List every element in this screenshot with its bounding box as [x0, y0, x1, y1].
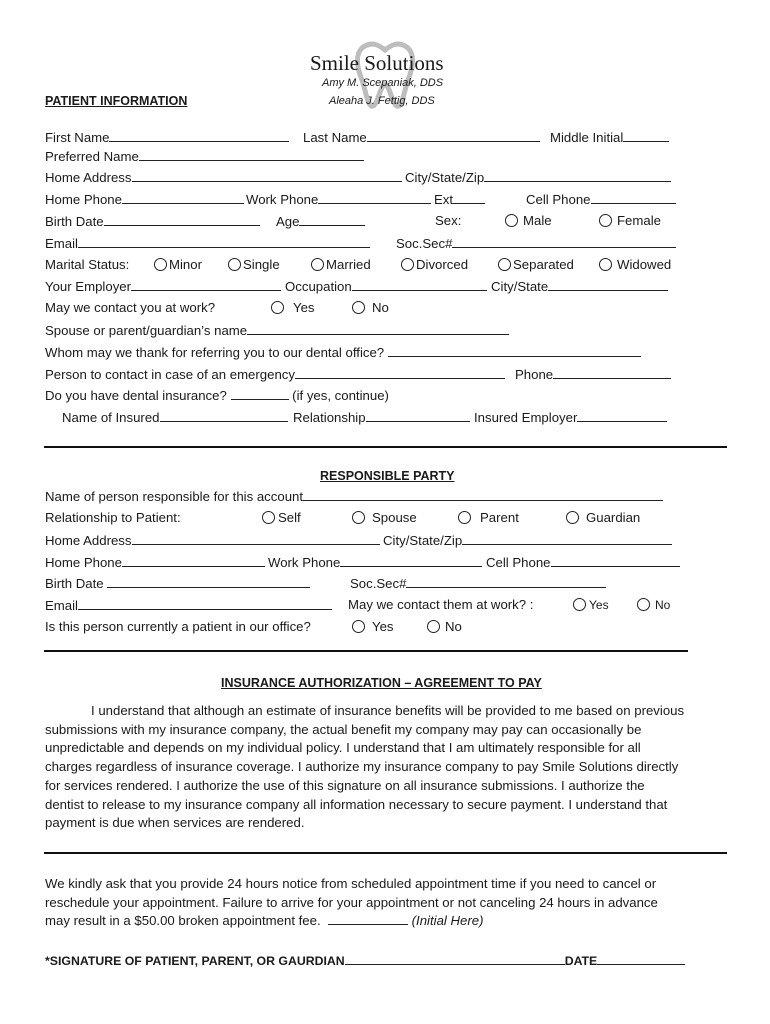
- relationship-to-patient-label: Relationship to Patient:: [45, 510, 181, 525]
- home-address-field[interactable]: [45, 169, 402, 186]
- responsible-name-label: Name of person responsible for this account: [45, 489, 304, 504]
- sex-label: Sex:: [435, 213, 462, 228]
- employer-city-state-field[interactable]: [491, 278, 668, 295]
- section-title-authorization: INSURANCE AUTHORIZATION – AGREEMENT TO PAY: [221, 676, 542, 690]
- parent-label: Parent: [480, 510, 519, 525]
- radio-circle-icon: [352, 511, 365, 524]
- radio-circle-icon: [311, 258, 324, 271]
- birth-date-field[interactable]: [45, 213, 260, 230]
- marital-single-radio[interactable]: [228, 257, 280, 273]
- date-label: DATE: [564, 954, 598, 968]
- email-label: Email: [45, 598, 78, 613]
- cell-phone-label: Cell Phone: [526, 192, 591, 207]
- emergency-label: Person to contact in case of an emergency: [45, 367, 295, 382]
- relationship-self-radio[interactable]: [262, 510, 301, 526]
- separated-label: Separated: [513, 257, 574, 272]
- radio-circle-icon: [566, 511, 579, 524]
- employer-label: Your Employer: [45, 279, 132, 294]
- responsible-home-phone-field[interactable]: [45, 554, 265, 571]
- radio-circle-icon: [262, 511, 275, 524]
- soc-sec-field[interactable]: [396, 235, 676, 252]
- age-label: Age: [276, 214, 300, 229]
- age-field[interactable]: [276, 213, 365, 230]
- radio-circle-icon: [599, 214, 612, 227]
- responsible-birth-date-field[interactable]: [45, 575, 310, 592]
- signature-label: *SIGNATURE OF PATIENT, PARENT, OR GAURDIAN: [45, 954, 345, 968]
- radio-circle-icon: [154, 258, 167, 271]
- preferred-name-label: Preferred Name: [45, 149, 139, 164]
- radio-circle-icon: [401, 258, 414, 271]
- female-label: Female: [617, 213, 661, 228]
- divorced-label: Divorced: [416, 257, 469, 272]
- work-phone-field[interactable]: [246, 191, 431, 208]
- birth-date-label: Birth Date: [45, 576, 104, 591]
- relationship-label: Relationship: [293, 410, 366, 425]
- spouse-name-field[interactable]: [45, 322, 509, 339]
- if-yes-label: (if yes, continue): [292, 388, 389, 403]
- no-label: No: [372, 300, 389, 315]
- home-address-label: Home Address: [45, 170, 132, 185]
- radio-circle-icon: [573, 598, 586, 611]
- radio-circle-icon: [599, 258, 612, 271]
- authorization-line: for services rendered. I authorize the use of this signature on all insurance submissions. I authorize the: [45, 777, 645, 793]
- yes-label: Yes: [589, 598, 609, 612]
- city-state-zip-label: City/State/Zip: [383, 533, 463, 548]
- preferred-name-field[interactable]: [45, 148, 364, 165]
- dental-insurance-field[interactable]: [45, 387, 389, 404]
- married-label: Married: [326, 257, 371, 272]
- practice-name: Smile Solutions: [310, 51, 444, 75]
- radio-circle-icon: [637, 598, 650, 611]
- radio-circle-icon: [505, 214, 518, 227]
- current-patient-yes-radio[interactable]: [352, 619, 394, 635]
- insured-employer-label: Insured Employer: [474, 410, 578, 425]
- insured-employer-field[interactable]: [474, 409, 667, 426]
- initial-here-label: (Initial Here): [411, 913, 484, 929]
- authorization-line: I understand that although an estimate of insurance benefits will be provided to me based on previous: [91, 703, 685, 718]
- contact-work-label: May we contact you at work?: [45, 300, 216, 315]
- marital-married-radio[interactable]: [311, 257, 371, 273]
- cancellation-paragraph: [45, 875, 735, 931]
- soc-sec-label: Soc.Sec#: [396, 236, 453, 251]
- relationship-parent-radio[interactable]: [458, 510, 519, 526]
- cell-phone-field[interactable]: [526, 191, 676, 208]
- first-name-field[interactable]: [45, 129, 289, 146]
- relationship-field[interactable]: [293, 409, 470, 426]
- referral-field[interactable]: [45, 344, 641, 361]
- email-field[interactable]: [45, 235, 370, 252]
- authorization-paragraph: [45, 702, 735, 833]
- middle-initial-label: Middle Initial: [550, 130, 624, 145]
- contact-work-no-radio[interactable]: [352, 300, 389, 316]
- responsible-cell-phone-field[interactable]: [486, 554, 680, 571]
- authorization-line: submissions with my insurance company, the actual benefit my company may pay can occasionally be: [45, 721, 642, 737]
- name-of-insured-field[interactable]: [62, 409, 288, 426]
- radio-circle-icon: [228, 258, 241, 271]
- male-label: Male: [523, 213, 552, 228]
- occupation-field[interactable]: [285, 278, 487, 295]
- spouse-label: Spouse: [372, 510, 417, 525]
- home-address-label: Home Address: [45, 533, 132, 548]
- soc-sec-label: Soc.Sec#: [350, 576, 407, 591]
- city-state-zip-label: City/State/Zip: [405, 170, 485, 185]
- current-patient-label: Is this person currently a patient in our office?: [45, 619, 311, 634]
- last-name-field[interactable]: [303, 129, 540, 146]
- marital-minor-radio[interactable]: [154, 257, 202, 273]
- city-state-zip-field[interactable]: [405, 169, 671, 186]
- responsible-work-phone-field[interactable]: [268, 554, 482, 571]
- referral-label: Whom may we thank for referring you to our dental office?: [45, 345, 385, 360]
- guardian-label: Guardian: [586, 510, 641, 525]
- radio-circle-icon: [352, 620, 365, 633]
- single-label: Single: [243, 257, 280, 272]
- cell-phone-label: Cell Phone: [486, 555, 551, 570]
- radio-circle-icon: [271, 301, 284, 314]
- emergency-phone-field[interactable]: [515, 366, 671, 383]
- ext-label: Ext: [434, 192, 454, 207]
- relationship-guardian-radio[interactable]: [566, 510, 640, 526]
- authorization-line: payment is due when services are rendered.: [45, 815, 305, 831]
- divider: [44, 650, 688, 652]
- marital-separated-radio[interactable]: [498, 257, 574, 273]
- cancellation-line: may result in a $50.00 broken appointment fee.: [45, 913, 321, 929]
- authorization-line: unpredictable and depends on my individual policy. I understand that I am ultimately responsible for all: [45, 740, 641, 756]
- phone-label: Phone: [515, 367, 554, 382]
- signature-field[interactable]: [45, 952, 685, 969]
- work-phone-label: Work Phone: [268, 555, 341, 570]
- no-label: No: [445, 619, 462, 634]
- doctor-1: Amy M. Scepaniak, DDS: [322, 77, 444, 89]
- yes-label: Yes: [372, 619, 394, 634]
- employer-field[interactable]: [45, 278, 281, 295]
- radio-circle-icon: [498, 258, 511, 271]
- home-phone-field[interactable]: [45, 191, 244, 208]
- responsible-email-field[interactable]: [45, 597, 332, 614]
- cancellation-line: We kindly ask that you provide 24 hours notice from scheduled appointment time if you need to cancel or: [45, 876, 657, 891]
- responsible-soc-sec-field[interactable]: [350, 575, 606, 592]
- cancellation-initial-row: [45, 912, 735, 931]
- occupation-label: Occupation: [285, 279, 352, 294]
- doctor-2: Aleaha J. Fettig, DDS: [329, 95, 435, 107]
- home-phone-label: Home Phone: [45, 192, 122, 207]
- city-state-label: City/State: [491, 279, 549, 294]
- minor-label: Minor: [169, 257, 202, 272]
- work-phone-label: Work Phone: [246, 192, 319, 207]
- authorization-line: charges regardless of insurance coverage. I authorize my insurance company to pay Smile Solutions directly: [45, 759, 679, 775]
- authorization-line: dentist to release to my insurance company all information necessary to secure payment. I understand that: [45, 796, 668, 812]
- home-phone-label: Home Phone: [45, 555, 122, 570]
- marital-status-label: Marital Status:: [45, 257, 130, 272]
- marital-divorced-radio[interactable]: [401, 257, 468, 273]
- responsible-city-state-zip-field[interactable]: [383, 532, 672, 549]
- cancellation-line: reschedule your appointment. Failure to arrive for your appointment or not canceling 24 hours in advance: [45, 894, 658, 910]
- sex-male-radio[interactable]: [505, 213, 552, 229]
- last-name-label: Last Name: [303, 130, 367, 145]
- first-name-label: First Name: [45, 130, 110, 145]
- contact-them-no-radio[interactable]: [637, 597, 670, 613]
- contact-them-work-label: May we contact them at work? :: [348, 597, 534, 612]
- name-of-insured-label: Name of Insured: [62, 410, 160, 425]
- no-label: No: [655, 598, 671, 612]
- widowed-label: Widowed: [617, 257, 672, 272]
- initial-field[interactable]: [328, 912, 408, 925]
- spouse-name-label: Spouse or parent/guardian’s name: [45, 323, 248, 338]
- responsible-home-address-field[interactable]: [45, 532, 380, 549]
- self-label: Self: [278, 510, 301, 525]
- section-title-patient-info: PATIENT INFORMATION: [45, 94, 188, 108]
- divider: [44, 446, 727, 448]
- marital-widowed-radio[interactable]: [599, 257, 671, 273]
- radio-circle-icon: [427, 620, 440, 633]
- contact-work-yes-radio[interactable]: [271, 300, 315, 316]
- ext-field[interactable]: [434, 191, 485, 208]
- current-patient-no-radio[interactable]: [427, 619, 462, 635]
- responsible-name-field[interactable]: [45, 488, 663, 505]
- yes-label: Yes: [293, 300, 315, 315]
- middle-initial-field[interactable]: [550, 129, 669, 146]
- emergency-contact-field[interactable]: [45, 366, 505, 383]
- radio-circle-icon: [458, 511, 471, 524]
- divider: [44, 852, 727, 854]
- sex-female-radio[interactable]: [599, 213, 661, 229]
- birth-date-label: Birth Date: [45, 214, 104, 229]
- section-title-responsible-party: RESPONSIBLE PARTY: [320, 469, 455, 483]
- contact-them-yes-radio[interactable]: [573, 597, 609, 613]
- email-label: Email: [45, 236, 78, 251]
- relationship-spouse-radio[interactable]: [352, 510, 417, 526]
- radio-circle-icon: [352, 301, 365, 314]
- dental-insurance-label: Do you have dental insurance?: [45, 388, 227, 403]
